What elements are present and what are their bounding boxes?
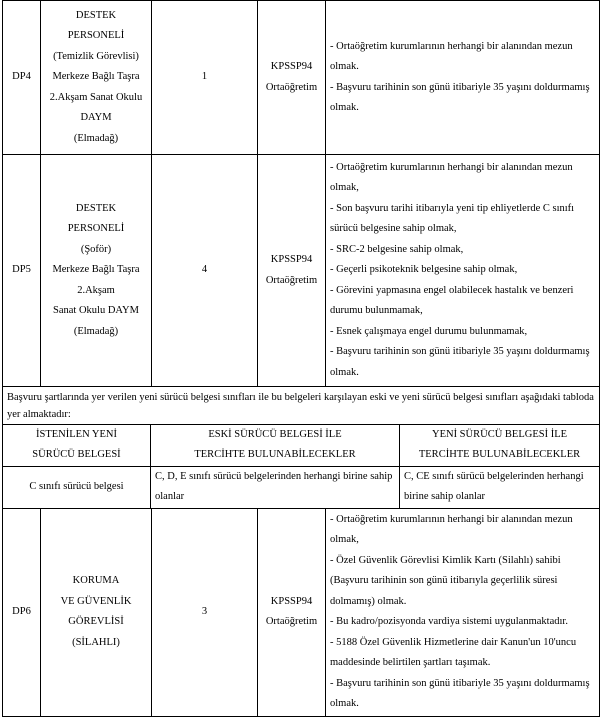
requirements: - Ortaöğretim kurumlarının herhangi bir alanından mezun olmak. - Başvuru tarihinin son günü itibariyle 35 yaşını doldurmamış olmak. — [326, 1, 600, 155]
position-code: DP4 — [3, 1, 41, 155]
license-header: YENİ SÜRÜCÜ BELGESİ İLE TERCİHTE BULUNABİLECEKLER — [400, 424, 600, 466]
license-header: İSTENİLEN YENİ SÜRÜCÜ BELGESİ — [3, 424, 151, 466]
position-count: 1 — [152, 1, 258, 155]
position-title: KORUMA VE GÜVENLİK GÖREVLİSİ (SİLAHLI) — [41, 509, 152, 717]
position-count: 3 — [152, 509, 258, 717]
table-row — [3, 155, 600, 387]
position-title: DESTEK PERSONELİ (Temizlik Görevlisi) Merkeze Bağlı Taşra 2.Akşam Sanat Okulu DAYM (Elmadağ) — [41, 1, 152, 155]
license-cell: C, D, E sınıfı sürücü belgelerinden herhangi birine sahip olanlar — [151, 466, 400, 508]
table-row — [3, 509, 600, 717]
license-header-row — [3, 424, 600, 466]
requirements: - Ortaöğretim kurumlarının herhangi bir alanından mezun olmak, - Son başvuru tarihi itibarıyla yeni tip ehliyetlerde C sınıfı sürücü belgesine sahip olmak, - SRC-2 belgesine sahip olmak, - Geçerli psikoteknik belgesine sahip olmak, - Görevini yapmasına engel olabilecek hastalık ve benzeri durumu bulunmamak, - Esnek çalışmaya engel durumu bulunmamak, - Başvuru tarihinin son günü itibariyle 35 yaşını doldurmamış olmak. — [326, 155, 600, 387]
license-header: ESKİ SÜRÜCÜ BELGESİ İLE TERCİHTE BULUNABİLECEKLER — [151, 424, 400, 466]
license-cell: C, CE sınıfı sürücü belgelerinden herhangi birine sahip olanlar — [400, 466, 600, 508]
position-count: 4 — [152, 155, 258, 387]
position-table-bottom — [2, 509, 600, 718]
kpss-type: KPSSP94 Ortaöğretim — [258, 155, 326, 387]
requirements: - Ortaöğretim kurumlarının herhangi bir alanından mezun olmak, - Özel Güvenlik Görevlisi Kimlik Kartı (Silahlı) sahibi (Başvuru tarihinin son günü itibarıyla geçerlilik süresi dolmamış) olmak. - Bu kadro/pozisyonda vardiya sistemi uygulanmaktadır. - 5188 Özel Güvenlik Hizmetlerine dair Kanun'un 10'uncu maddesinde belirtilen şartları taşımak. - Başvuru tarihinin son günü itibariyle 35 yaşını doldurmamış olmak. — [326, 509, 600, 717]
position-code: DP6 — [3, 509, 41, 717]
position-code: DP5 — [3, 155, 41, 387]
license-note: Başvuru şartlarında yer verilen yeni sürücü belgesi sınıfları ile bu belgeleri karşılayan eski ve yeni sürücü belgesi sınıfları aşağıdaki tabloda yer almaktadır: — [3, 387, 600, 424]
position-table-top — [2, 0, 600, 387]
license-data-row — [3, 466, 600, 508]
license-table — [2, 387, 600, 509]
table-row — [3, 1, 600, 155]
note-row — [3, 387, 600, 424]
position-title: DESTEK PERSONELİ (Şoför) Merkeze Bağlı Taşra 2.Akşam Sanat Okulu DAYM (Elmadağ) — [41, 155, 152, 387]
license-cell: C sınıfı sürücü belgesi — [3, 466, 151, 508]
kpss-type: KPSSP94 Ortaöğretim — [258, 509, 326, 717]
kpss-type: KPSSP94 Ortaöğretim — [258, 1, 326, 155]
